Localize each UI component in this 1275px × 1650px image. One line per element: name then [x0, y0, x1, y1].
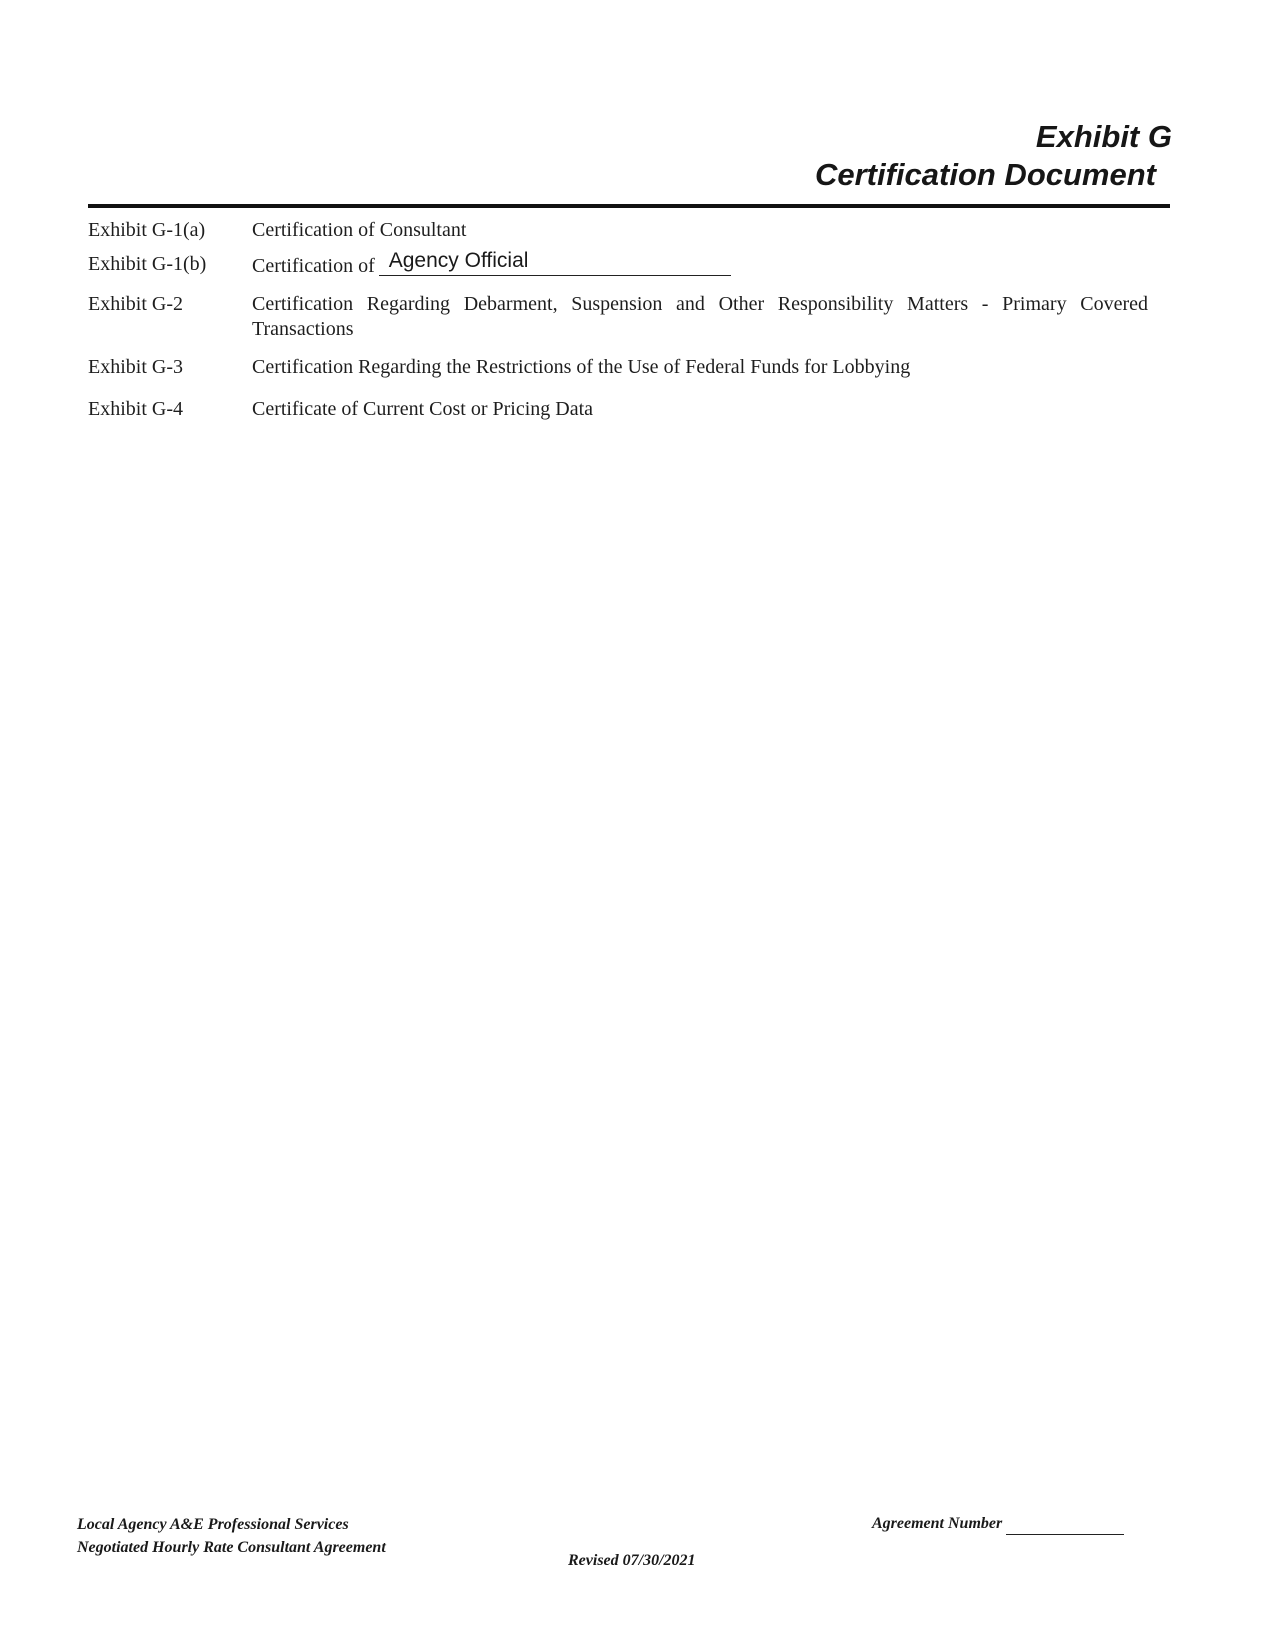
footer-line-2: Negotiated Hourly Rate Consultant Agreement [77, 1539, 386, 1556]
exhibit-code: Exhibit G-2 [88, 293, 183, 315]
exhibit-row-g1a [88, 218, 1148, 243]
exhibit-code: Exhibit G-3 [88, 356, 183, 378]
exhibit-code: Exhibit G-1(b) [88, 253, 207, 275]
exhibit-description-prefix: Certification of [252, 255, 375, 277]
exhibit-row-g1b [88, 249, 1148, 279]
agreement-number-field[interactable] [1006, 1517, 1124, 1535]
exhibit-header [815, 118, 1172, 194]
footer-revised-date: Revised 07/30/2021 [568, 1552, 696, 1569]
exhibit-row-g4 [88, 397, 1148, 422]
exhibit-code: Exhibit G-4 [88, 398, 183, 420]
footer-line-1: Local Agency A&E Professional Services [77, 1516, 349, 1533]
exhibit-description: Certification Regarding the Restrictions of the Use of Federal Funds for Lobbying [252, 356, 911, 378]
header-divider [88, 204, 1170, 208]
exhibit-description: Certificate of Current Cost or Pricing Data [252, 398, 594, 420]
exhibit-code: Exhibit G-1(a) [88, 219, 206, 241]
exhibit-row-g3 [88, 355, 1148, 380]
footer-agreement-type [77, 1513, 386, 1559]
exhibit-description: Certification of Consultant [252, 219, 467, 241]
exhibit-row-g2 [88, 292, 1148, 342]
agreement-number-label: Agreement Number [872, 1515, 1003, 1532]
exhibit-description: Certification Regarding Debarment, Suspension and Other Responsibility Matters - Primary Covered Transactions [252, 293, 1148, 340]
fill-in-value: Agency Official [388, 249, 529, 272]
footer-agreement-number [872, 1512, 1124, 1535]
exhibit-subtitle: Certification Document [814, 157, 1156, 192]
exhibit-description [252, 249, 1148, 279]
exhibit-title: Exhibit G [1035, 119, 1172, 154]
fill-in-blank[interactable] [379, 249, 731, 276]
